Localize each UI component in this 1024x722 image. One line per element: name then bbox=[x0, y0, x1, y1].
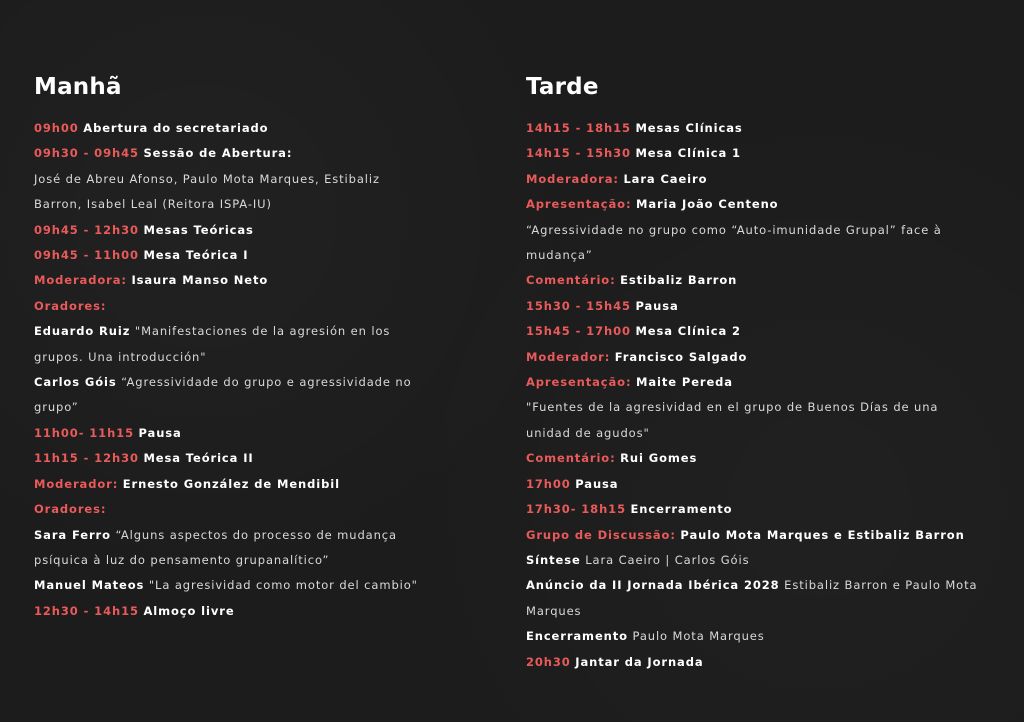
schedule-item-title: Mesas Clínicas bbox=[635, 121, 743, 135]
schedule-time-label: 09h00 bbox=[34, 121, 79, 135]
schedule-item-title: Maite Pereda bbox=[636, 375, 733, 390]
schedule-line bbox=[526, 472, 996, 497]
schedule-line bbox=[526, 573, 996, 598]
schedule-time-label: Oradores: bbox=[34, 298, 107, 313]
schedule-item-text: “Agressividade no grupo como “Auto-imunidade Grupal” face à bbox=[526, 222, 942, 237]
schedule-line bbox=[34, 370, 474, 395]
schedule-time-label: 14h15 - 15h30 bbox=[526, 146, 631, 161]
schedule-line bbox=[526, 624, 996, 649]
schedule-item-title: Sessão de Abertura: bbox=[143, 146, 293, 161]
schedule-item-title: Paulo Mota Marques e Estibaliz Barron bbox=[680, 527, 965, 542]
schedule-item-text: “Alguns aspectos do processo de mudança bbox=[115, 527, 397, 542]
schedule-time-label: 20h30 bbox=[526, 654, 571, 669]
schedule-line bbox=[526, 523, 996, 548]
schedule-item-text: Marques bbox=[526, 603, 582, 618]
schedule-line bbox=[34, 599, 474, 624]
schedule-time-label: Oradores: bbox=[34, 502, 107, 517]
schedule-time-label: Moderadora: bbox=[34, 273, 127, 288]
schedule-item-title: Eduardo Ruiz bbox=[34, 324, 131, 339]
schedule-item-title: Manuel Mateos bbox=[34, 578, 145, 593]
schedule-item-title: Estibaliz Barron bbox=[620, 273, 738, 288]
schedule-item-title: Mesas Teóricas bbox=[143, 222, 254, 237]
schedule-line bbox=[526, 167, 996, 192]
schedule-time-label: 09h30 - 09h45 bbox=[34, 146, 139, 161]
schedule-item-title: Sara Ferro bbox=[34, 527, 111, 542]
schedule-time-label: Moderador: bbox=[526, 349, 611, 364]
schedule-line bbox=[34, 395, 474, 420]
schedule-line bbox=[34, 192, 474, 217]
schedule-item-text: mudança” bbox=[526, 248, 593, 263]
schedule-line bbox=[34, 319, 474, 344]
afternoon-heading: Tarde bbox=[526, 74, 599, 100]
schedule-item-title: Maria João Centeno bbox=[636, 197, 779, 212]
schedule-line bbox=[34, 345, 474, 370]
schedule-item-title: Mesa Teórica II bbox=[143, 451, 254, 466]
schedule-line bbox=[34, 116, 474, 141]
schedule-item-text: Estibaliz Barron e Paulo Mota bbox=[784, 578, 978, 593]
schedule-line bbox=[34, 141, 474, 166]
schedule-item-text: Lara Caeiro | Carlos Góis bbox=[585, 552, 750, 567]
schedule-item-title: Pausa bbox=[635, 298, 679, 313]
schedule-time-label: 15h30 - 15h45 bbox=[526, 298, 631, 313]
schedule-time-label: 15h45 - 17h00 bbox=[526, 324, 631, 339]
schedule-line bbox=[526, 446, 996, 471]
schedule-line bbox=[34, 294, 474, 319]
schedule-line bbox=[526, 497, 996, 522]
schedule-time-label: Comentário: bbox=[526, 273, 616, 288]
schedule-time-label: Apresentação: bbox=[526, 375, 632, 390]
schedule-time-label: Moderador: bbox=[34, 476, 119, 491]
schedule-line bbox=[526, 141, 996, 166]
schedule-line bbox=[526, 548, 996, 573]
schedule-time-label: 12h30 - 14h15 bbox=[34, 603, 139, 618]
schedule-item-title: Encerramento bbox=[526, 629, 628, 644]
schedule-item-text: "Manifestaciones de la agresión en los bbox=[134, 324, 391, 339]
schedule-time-label: 17h30- 18h15 bbox=[526, 502, 626, 517]
schedule-line bbox=[526, 319, 996, 344]
schedule-item-title: Ernesto González de Mendibil bbox=[122, 476, 340, 491]
schedule-line bbox=[526, 116, 996, 141]
schedule-line bbox=[526, 243, 996, 268]
schedule-item-title: Isaura Manso Neto bbox=[131, 273, 269, 288]
schedule-time-label: 17h00 bbox=[526, 476, 571, 491]
schedule-item-title: Pausa bbox=[138, 425, 182, 440]
schedule-line bbox=[526, 370, 996, 395]
schedule-line bbox=[526, 421, 996, 446]
morning-column bbox=[34, 72, 474, 624]
schedule-line bbox=[34, 218, 474, 243]
afternoon-schedule bbox=[526, 116, 996, 675]
schedule-line bbox=[526, 650, 996, 675]
schedule-item-text: unidad de agudos" bbox=[526, 425, 650, 440]
schedule-time-label: 09h45 - 11h00 bbox=[34, 248, 139, 263]
schedule-time-label: Grupo de Discussão: bbox=[526, 527, 676, 542]
morning-heading: Manhã bbox=[34, 74, 122, 100]
schedule-item-text: Barron, Isabel Leal (Reitora ISPA-IU) bbox=[34, 197, 272, 212]
schedule-item-text: psíquica à luz do pensamento grupanalítico” bbox=[34, 552, 330, 567]
schedule-item-title: Rui Gomes bbox=[620, 451, 698, 466]
schedule-item-title: Abertura do secretariado bbox=[83, 121, 269, 135]
schedule-item-title: Almoço livre bbox=[143, 603, 235, 618]
schedule-line bbox=[34, 421, 474, 446]
schedule-time-label: Moderadora: bbox=[526, 171, 619, 186]
afternoon-column bbox=[526, 72, 996, 675]
schedule-line bbox=[526, 268, 996, 293]
schedule-time-label: Comentário: bbox=[526, 451, 616, 466]
schedule-item-text: “Agressividade do grupo e agressividade no bbox=[121, 375, 412, 390]
schedule-item-title: Carlos Góis bbox=[34, 375, 117, 390]
schedule-item-title: Encerramento bbox=[630, 502, 733, 517]
schedule-line bbox=[34, 167, 474, 192]
schedule-line bbox=[34, 472, 474, 497]
schedule-time-label: Apresentação: bbox=[526, 197, 632, 212]
schedule-time-label: 11h00- 11h15 bbox=[34, 425, 134, 440]
schedule-line bbox=[34, 497, 474, 522]
schedule-line bbox=[34, 548, 474, 573]
schedule-item-text: "Fuentes de la agresividad en el grupo de Buenos Días de una bbox=[526, 400, 939, 415]
schedule-item-title: Lara Caeiro bbox=[623, 171, 708, 186]
schedule-item-title: Jantar da Jornada bbox=[575, 654, 704, 669]
schedule-line bbox=[526, 218, 996, 243]
schedule-item-title: Francisco Salgado bbox=[614, 349, 748, 364]
schedule-item-title: Pausa bbox=[575, 476, 619, 491]
schedule-item-text: "La agresividad como motor del cambio" bbox=[148, 578, 418, 593]
schedule-item-title: Anúncio da II Jornada Ibérica 2028 bbox=[526, 578, 780, 593]
schedule-item-title: Mesa Clínica 2 bbox=[635, 324, 741, 339]
schedule-line bbox=[34, 446, 474, 471]
schedule-time-label: 11h15 - 12h30 bbox=[34, 451, 139, 466]
schedule-time-label: 09h45 - 12h30 bbox=[34, 222, 139, 237]
schedule-item-text: José de Abreu Afonso, Paulo Mota Marques, Estibaliz bbox=[34, 171, 380, 186]
schedule-item-title: Síntese bbox=[526, 552, 581, 567]
schedule-time-label: 14h15 - 18h15 bbox=[526, 121, 631, 135]
schedule-line bbox=[34, 573, 474, 598]
schedule-line bbox=[526, 345, 996, 370]
schedule-line bbox=[34, 268, 474, 293]
schedule-item-title: Mesa Teórica I bbox=[143, 248, 249, 263]
schedule-item-text: grupos. Una introducción" bbox=[34, 349, 207, 364]
schedule-line bbox=[526, 294, 996, 319]
morning-schedule bbox=[34, 116, 474, 624]
schedule-line bbox=[526, 599, 996, 624]
schedule-item-text: Paulo Mota Marques bbox=[632, 629, 765, 644]
schedule-line bbox=[526, 395, 996, 420]
schedule-item-title: Mesa Clínica 1 bbox=[635, 146, 741, 161]
schedule-line bbox=[34, 523, 474, 548]
schedule-line bbox=[34, 243, 474, 268]
schedule-item-text: grupo” bbox=[34, 400, 79, 415]
schedule-line bbox=[526, 192, 996, 217]
